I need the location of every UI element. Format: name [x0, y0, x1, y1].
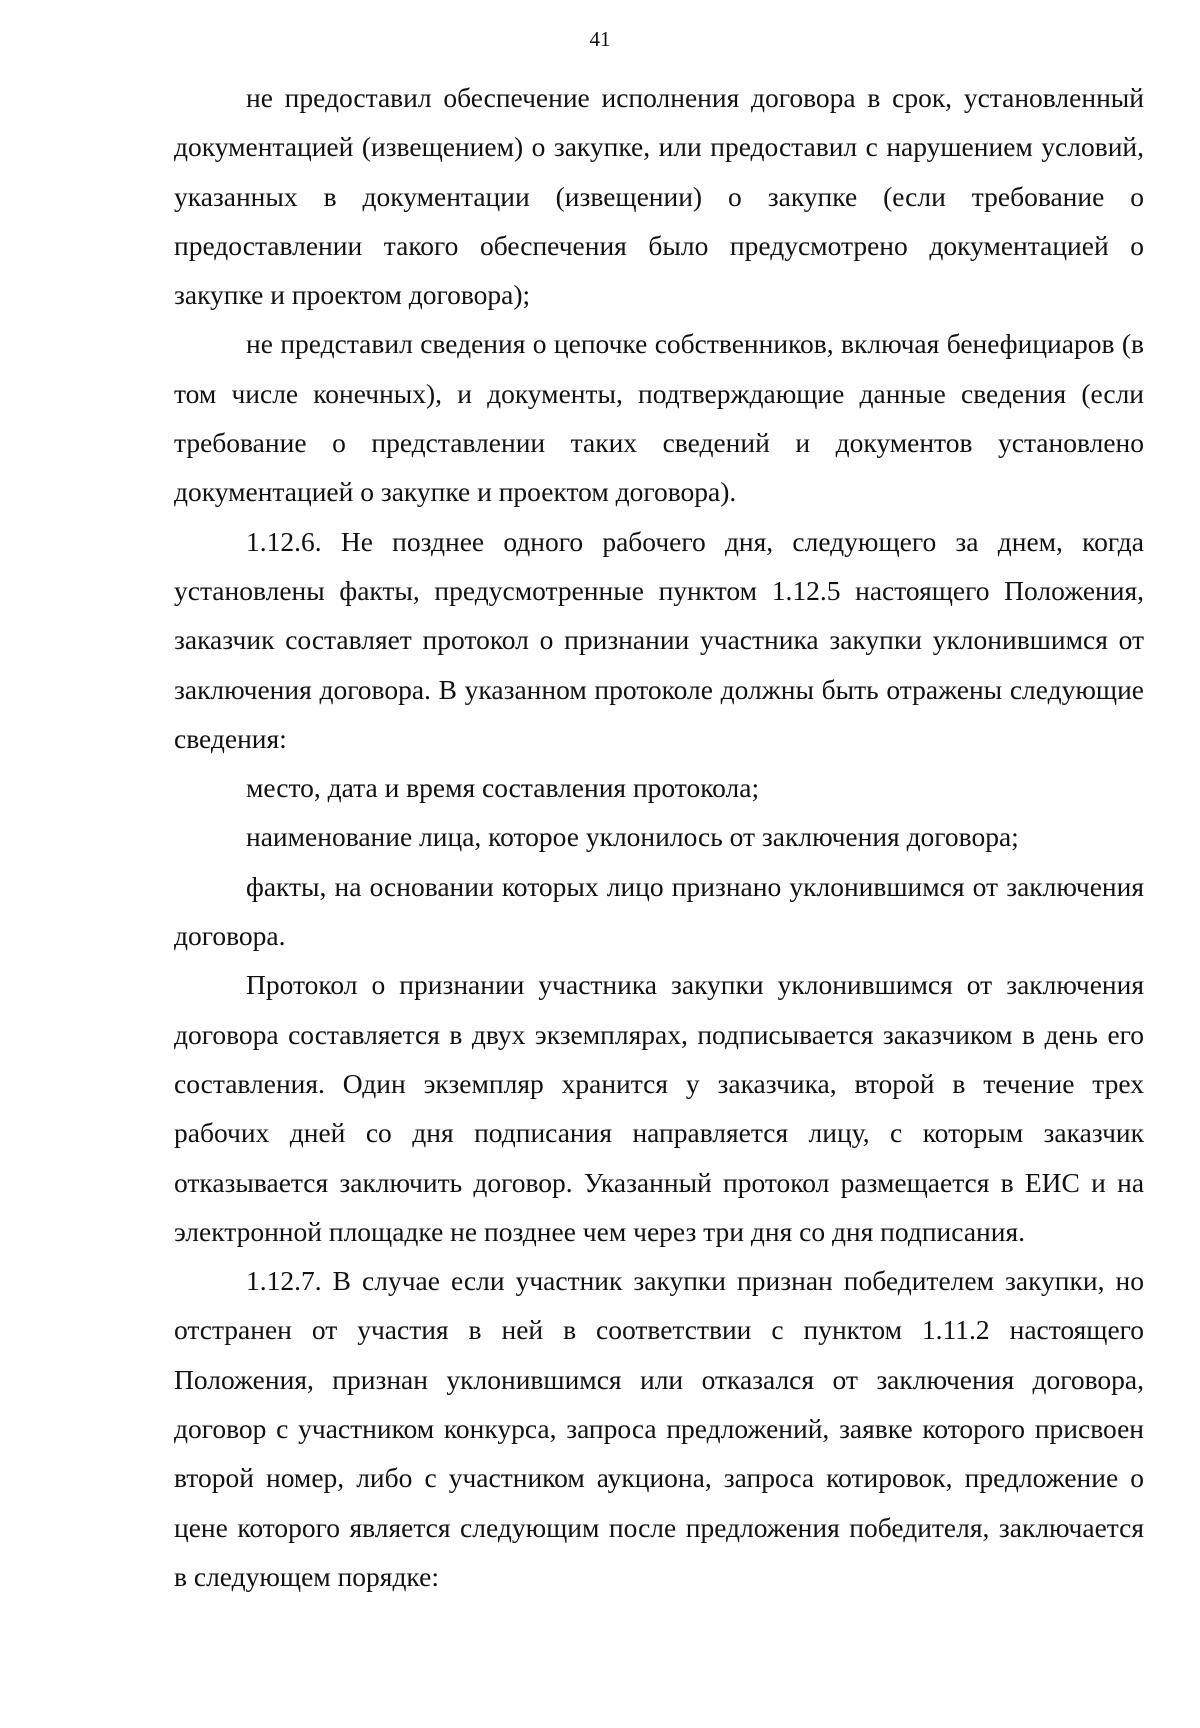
- text-line: наименование лица, которое уклонилось от заключения договора;: [246, 821, 1019, 853]
- text-line: отказывается заключить договор. Указанный протокол размещается в ЕИС: [174, 1166, 1080, 1198]
- paragraph-owners-chain-not-provided: [174, 319, 1144, 516]
- paragraph-protocol-place-date: [174, 763, 1144, 812]
- text-line: отражены следующие сведения:: [174, 673, 1144, 754]
- text-line: установлено документацией о закупке и проектом договора).: [174, 427, 1144, 508]
- text-line: когда установлены факты, предусмотренные пунктом 1.12.5 настоящего: [174, 525, 1144, 606]
- text-line: от заключения договора.: [174, 870, 1144, 952]
- text-line: победителя, заключается в следующем порядке:: [174, 1511, 1144, 1592]
- text-line: 1.12.7. В случае если участник закупки признан победителем закупки,: [246, 1265, 1105, 1297]
- text-line: бенефициаров (в том числе конечных), и документы, подтверждающие данные: [174, 328, 1144, 409]
- text-line: но отстранен от участия в ней в соответствии с пунктом 1.11.2 настоящего: [174, 1265, 1144, 1346]
- text-line: договор с участником конкурса, запроса предложений, заявке которого: [174, 1413, 1026, 1445]
- document-body: [174, 73, 1144, 1601]
- text-line: и на электронной площадке не позднее чем через три дня со дня подписания.: [174, 1166, 1145, 1247]
- text-line: договора составляется в двух экземплярах, подписывается заказчиком в день: [174, 1018, 1098, 1050]
- text-line: его составления. Один экземпляр хранится у заказчика, второй в течение трех: [174, 1018, 1144, 1099]
- text-line: Положения, признан уклонившимся или отказался от заключения договора,: [174, 1363, 1144, 1395]
- paragraph-protocol-facts: [174, 862, 1144, 961]
- text-line: присвоен второй номер, либо с участником аукциона, запроса котировок,: [174, 1413, 1145, 1494]
- text-line: с нарушением условий, указанных в документации (извещении) о закупке: [174, 131, 1144, 212]
- text-line: не предоставил обеспечение исполнения договора в срок,: [246, 82, 953, 113]
- text-line: Положения, заказчик составляет протокол о признании участника закупки: [174, 574, 1145, 656]
- text-line: (если требование о предоставлении такого обеспечения было предусмотрено: [174, 180, 1145, 261]
- text-line: сведения (если требование о представлении таких сведений и документов: [174, 377, 1145, 459]
- paragraph-1-12-6: [174, 517, 1144, 763]
- paragraph-1-12-7: [174, 1256, 1144, 1601]
- paragraph-protocol-copies: [174, 960, 1144, 1256]
- text-line: 1.12.6. Не позднее одного рабочего дня, следующего за днем,: [246, 525, 1063, 557]
- text-line: документацией о закупке и проектом договора);: [174, 229, 1145, 311]
- page-number: 41: [589, 27, 611, 51]
- text-line: рабочих дней со дня подписания направляется лицу, с которым заказчик: [174, 1117, 1144, 1149]
- text-line: предложение о цене которого является следующим после предложения: [174, 1462, 1145, 1543]
- text-line: не представил сведения о цепочке собственников, включая: [246, 328, 940, 360]
- text-line: факты, на основании которых лицо признано уклонившимся: [246, 870, 965, 902]
- text-line: установленный документацией (извещением) о закупке, или предоставил: [174, 82, 1144, 163]
- text-line: уклонившимся от заключения договора. В указанном протоколе должны быть: [174, 624, 1144, 705]
- text-line: место, дата и время составления протокола;: [246, 772, 760, 804]
- paragraph-protocol-person-name: [174, 812, 1144, 861]
- text-line: Протокол о признании участника закупки уклонившимся от заключения: [246, 969, 1144, 1001]
- paragraph-security-not-provided: [174, 73, 1144, 319]
